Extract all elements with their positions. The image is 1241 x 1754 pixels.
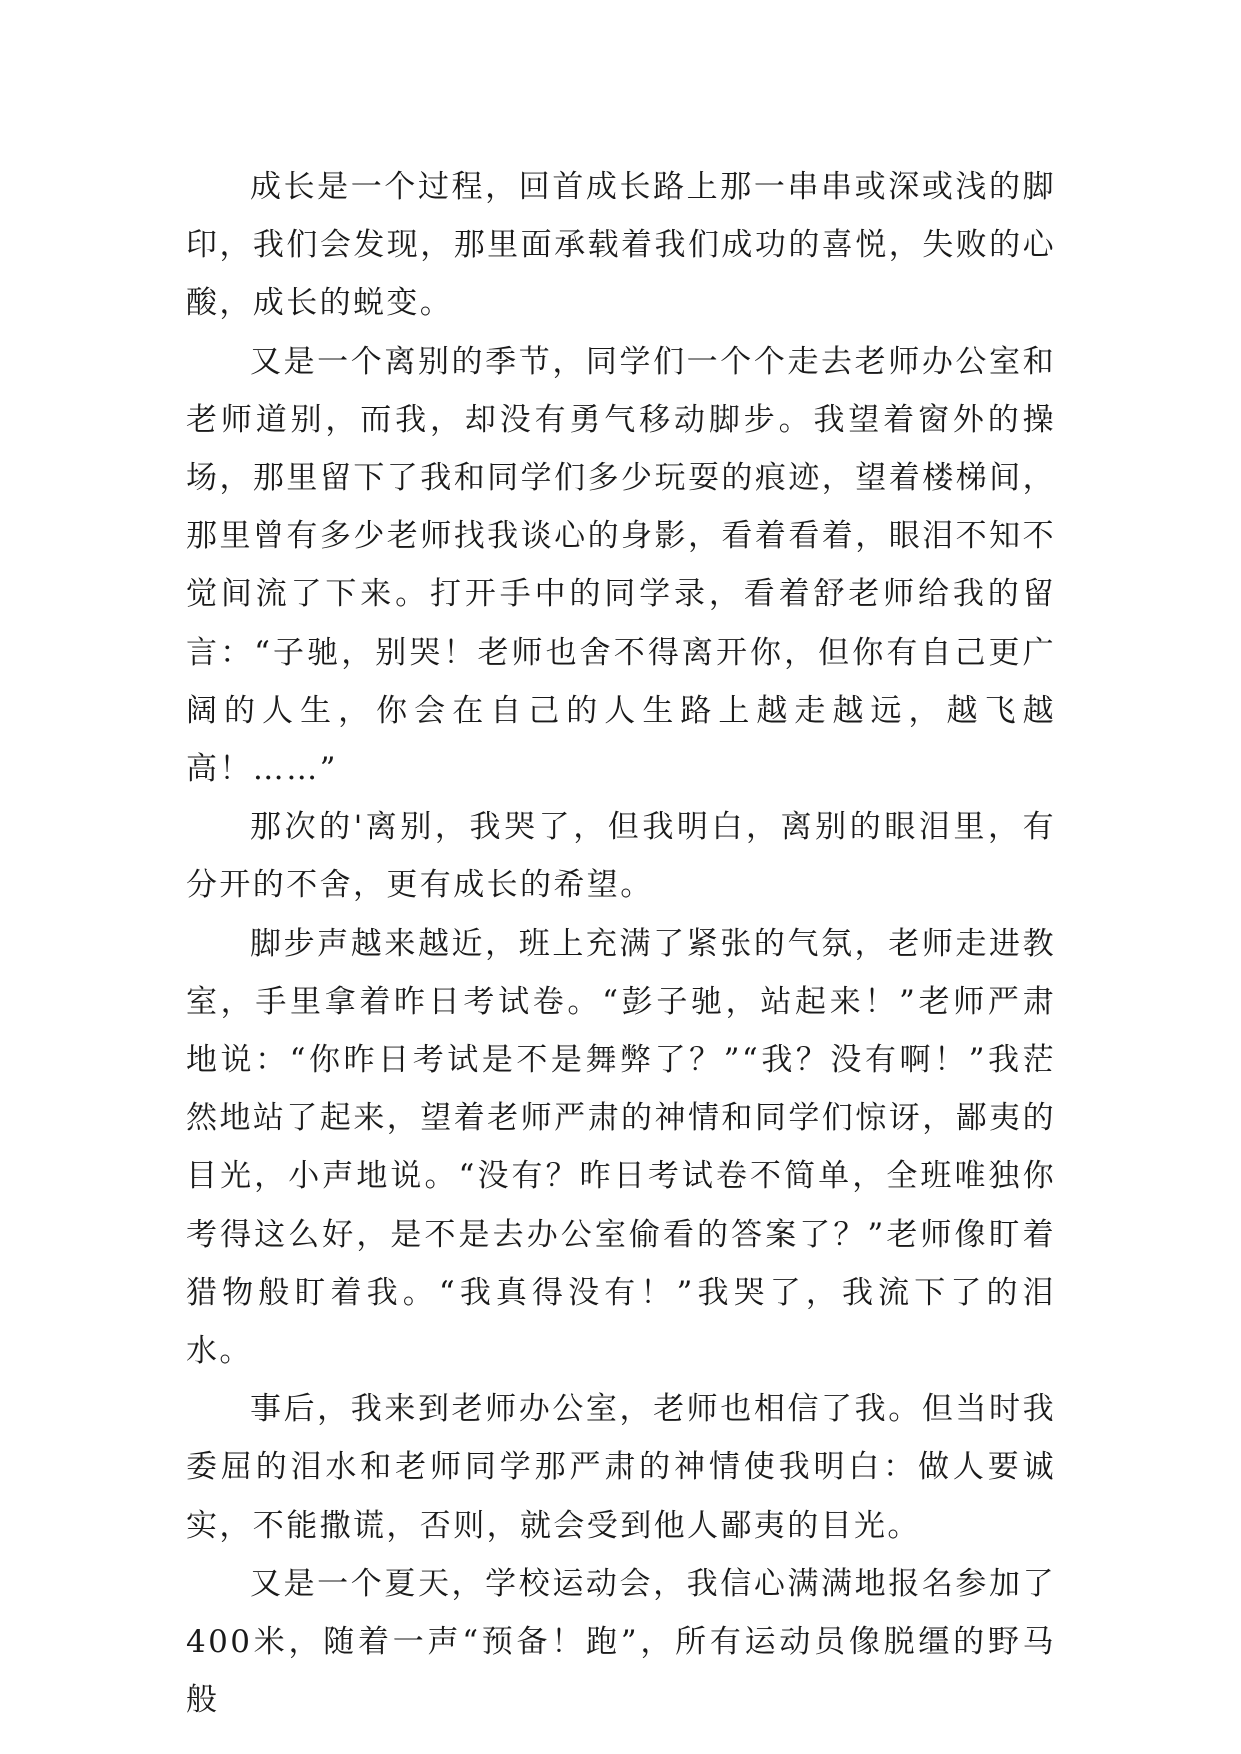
document-body (186, 158, 1056, 1729)
paragraph-5: 事后，我来到老师办公室，老师也相信了我。但当时我委屈的泪水和老师同学那严肃的神情使我明白：做人要诚实，不能撒谎，否则，就会受到他人鄙夷的目光。 (186, 1391, 1056, 1544)
paragraph-6: 又是一个夏天，学校运动会，我信心满满地报名参加了400米，随着一声“预备！跑”，所有运动员像脱缰的野马般 (186, 1565, 1056, 1719)
paragraph-2: 又是一个离别的季节，同学们一个个走去老师办公室和老师道别，而我，却没有勇气移动脚步。我望着窗外的操场，那里留下了我和同学们多少玩耍的痕迹，望着楼梯间，那里曾有多少老师找我谈心的身影，看着看着，眼泪不知不觉间流了下来。打开手中的同学录，看着舒老师给我的留言：“子驰，别哭！老师也舍不得离开你，但你有自己更广阔的人生，你会在自己的人生路上越走越远，越飞越高！……” (186, 343, 1056, 788)
paragraph-1: 成长是一个过程，回首成长路上那一串串或深或浅的脚印，我们会发现，那里面承载着我们成功的喜悦，失败的心酸，成长的蜕变。 (186, 169, 1056, 322)
paragraph-3: 那次的'离别，我哭了，但我明白，离别的眼泪里，有分开的不舍，更有成长的希望。 (186, 809, 1056, 904)
paragraph-4: 脚步声越来越近，班上充满了紧张的气氛，老师走进教室，手里拿着昨日考试卷。“彭子驰，站起来！”老师严肃地说：“你昨日考试是不是舞弊了？”“我？没有啊！”我茫然地站了起来，望着老师严肃的神情和同学们惊讶，鄙夷的目光，小声地说。“没有？昨日考试卷不简单，全班唯独你考得这么好，是不是去办公室偷看的答案了？”老师像盯着猎物般盯着我。“我真得没有！”我哭了，我流下了的泪水。 (186, 925, 1056, 1370)
